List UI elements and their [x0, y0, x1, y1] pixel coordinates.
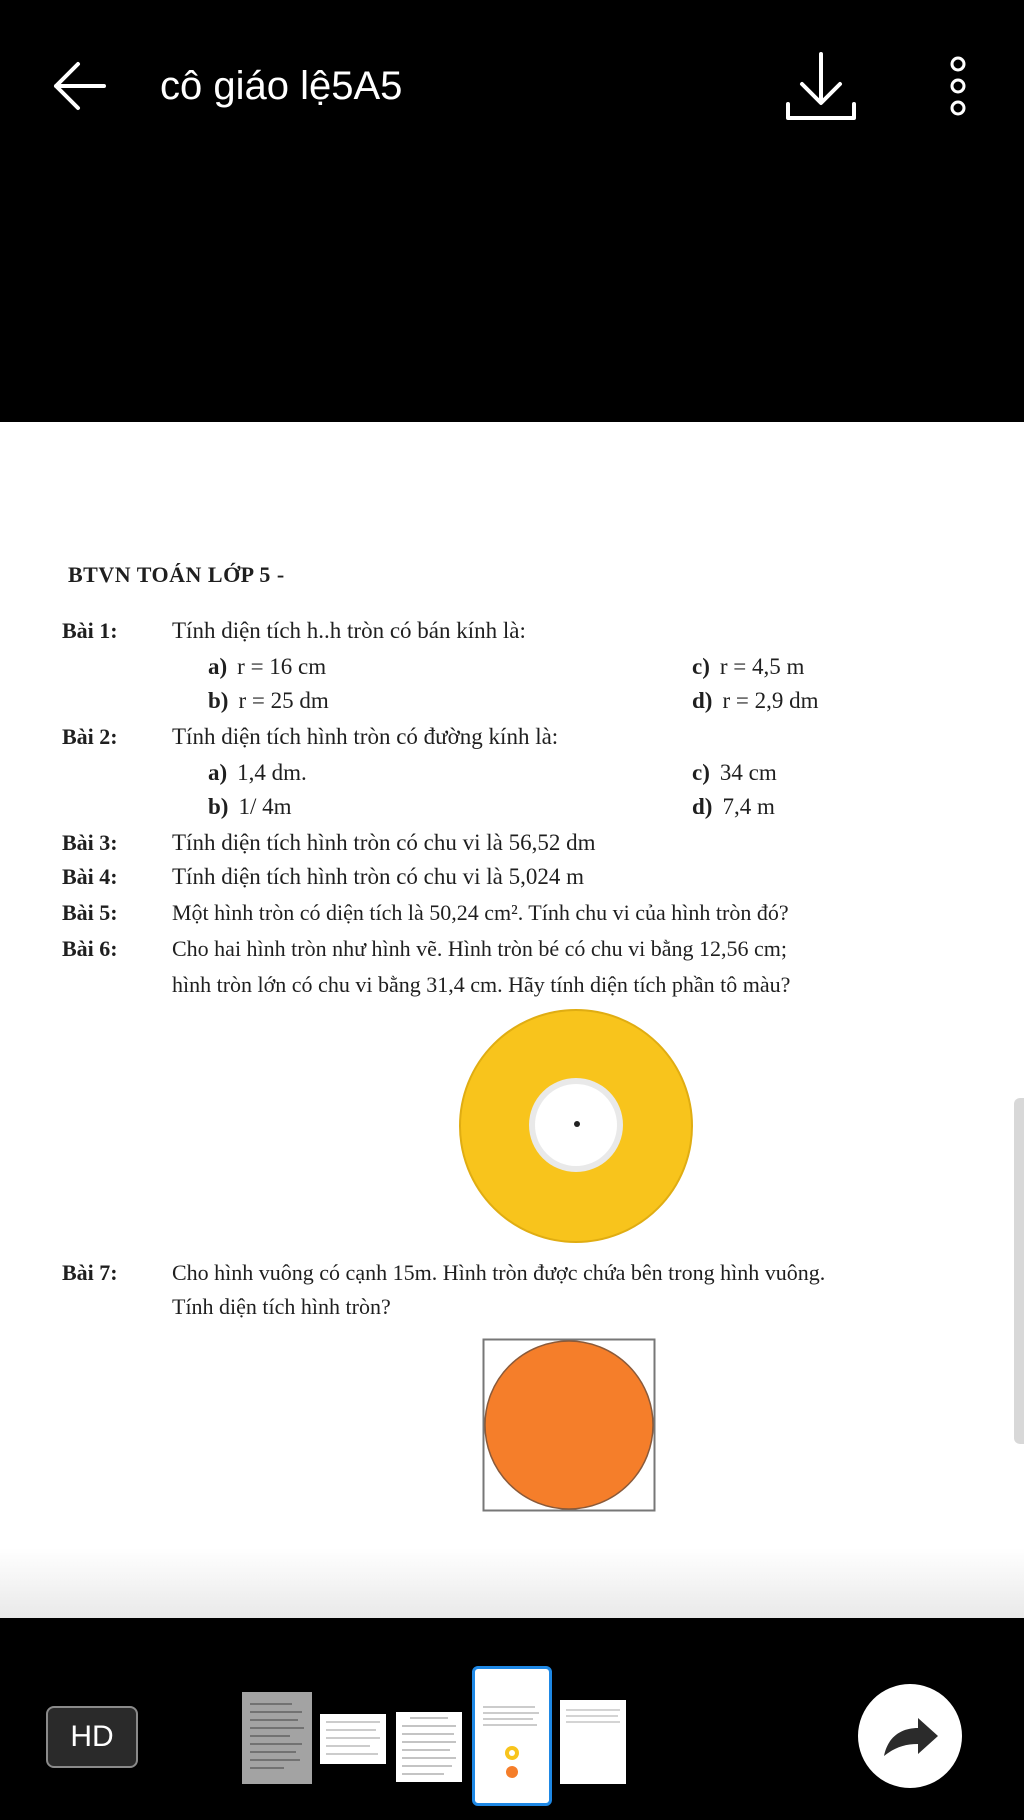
exercise-1-option-c — [692, 652, 804, 682]
exercise-2-option-a — [208, 758, 307, 788]
share-arrow-icon — [858, 1684, 962, 1788]
option-value: r = 4,5 m — [719, 654, 805, 679]
page-bottom-shade — [0, 1548, 1024, 1618]
exercise-7-line-2: Tính diện tích hình tròn? — [172, 1294, 391, 1319]
thumbnail-2[interactable] — [320, 1714, 386, 1764]
thumbnail-4-selected[interactable] — [472, 1666, 552, 1806]
option-value: 34 cm — [719, 760, 777, 785]
option-key: b) — [208, 688, 229, 713]
option-key: a) — [208, 654, 228, 679]
download-icon[interactable] — [784, 50, 858, 122]
thumbnail-3[interactable] — [396, 1712, 462, 1782]
document-heading: BTVN TOÁN LỚP 5 - — [68, 562, 285, 587]
exercise-2-option-c — [692, 758, 777, 788]
exercise-1-label: Bài 1: — [62, 618, 118, 643]
exercise-7-line-1: Cho hình vuông có cạnh 15m. Hình tròn được chứa bên trong hình vuông. — [172, 1260, 826, 1285]
exercise-6-line-2: hình tròn lớn có chu vi bằng 31,4 cm. Hãy tính diện tích phần tô màu? — [172, 972, 791, 997]
exercise-1-option-b — [208, 686, 329, 716]
exercise-1-option-d — [692, 686, 818, 716]
exercise-5-label: Bài 5: — [62, 900, 118, 925]
conversation-title: cô giáo lệ5A5 — [160, 64, 403, 108]
exercise-2-text: Tính diện tích hình tròn có đường kính là: — [172, 724, 559, 749]
hd-toggle-button[interactable]: HD — [46, 1706, 138, 1768]
option-value: 7,4 m — [722, 794, 775, 819]
exercise-3-text: Tính diện tích hình tròn có chu vi là 56,52 dm — [172, 830, 596, 855]
center-point — [574, 1121, 580, 1127]
exercise-6-label: Bài 6: — [62, 936, 118, 961]
option-key: d) — [692, 688, 713, 713]
exercise-4-text: Tính diện tích hình tròn có chu vi là 5,024 m — [172, 864, 585, 889]
exercise-2-option-b — [208, 792, 291, 822]
thumbnail-1-preview — [242, 1692, 312, 1784]
option-key: a) — [208, 760, 228, 785]
top-bar — [0, 0, 1024, 170]
option-value: r = 25 dm — [238, 688, 329, 713]
side-scroll-handle[interactable] — [1014, 1098, 1024, 1444]
thumbnail-4-preview — [475, 1669, 549, 1803]
exercise-2-option-d — [692, 792, 775, 822]
thumbnail-2-preview — [320, 1714, 386, 1764]
option-key: b) — [208, 794, 229, 819]
thumbnail-5[interactable] — [560, 1700, 626, 1784]
option-value: r = 16 cm — [237, 654, 327, 679]
square-circle-figure — [482, 1338, 656, 1512]
orange-circle — [485, 1341, 653, 1509]
share-button[interactable] — [858, 1684, 962, 1788]
option-value: r = 2,9 dm — [722, 688, 819, 713]
option-key: c) — [692, 760, 710, 785]
option-value: 1/ 4m — [238, 794, 292, 819]
exercise-7-label: Bài 7: — [62, 1260, 118, 1285]
exercise-2-label: Bài 2: — [62, 724, 118, 749]
more-vertical-icon[interactable] — [946, 56, 970, 116]
exercise-1-option-a — [208, 652, 326, 682]
arrow-left-icon[interactable] — [52, 60, 108, 112]
ring-figure — [456, 1006, 696, 1246]
option-key: d) — [692, 794, 713, 819]
thumbnail-1[interactable] — [242, 1692, 312, 1784]
exercise-4-label: Bài 4: — [62, 864, 118, 889]
exercise-5-text: Một hình tròn có diện tích là 50,24 cm². Tính chu vi của hình tròn đó? — [172, 900, 789, 925]
option-key: c) — [692, 654, 710, 679]
option-value: 1,4 dm. — [237, 760, 307, 785]
exercise-6-line-1: Cho hai hình tròn như hình vẽ. Hình tròn bé có chu vi bằng 12,56 cm; — [172, 936, 788, 961]
exercise-3-label: Bài 3: — [62, 830, 118, 855]
thumbnail-3-preview — [396, 1712, 462, 1782]
thumbnail-5-preview — [560, 1700, 626, 1784]
exercise-1-text: Tính diện tích h..h tròn có bán kính là: — [172, 618, 526, 643]
